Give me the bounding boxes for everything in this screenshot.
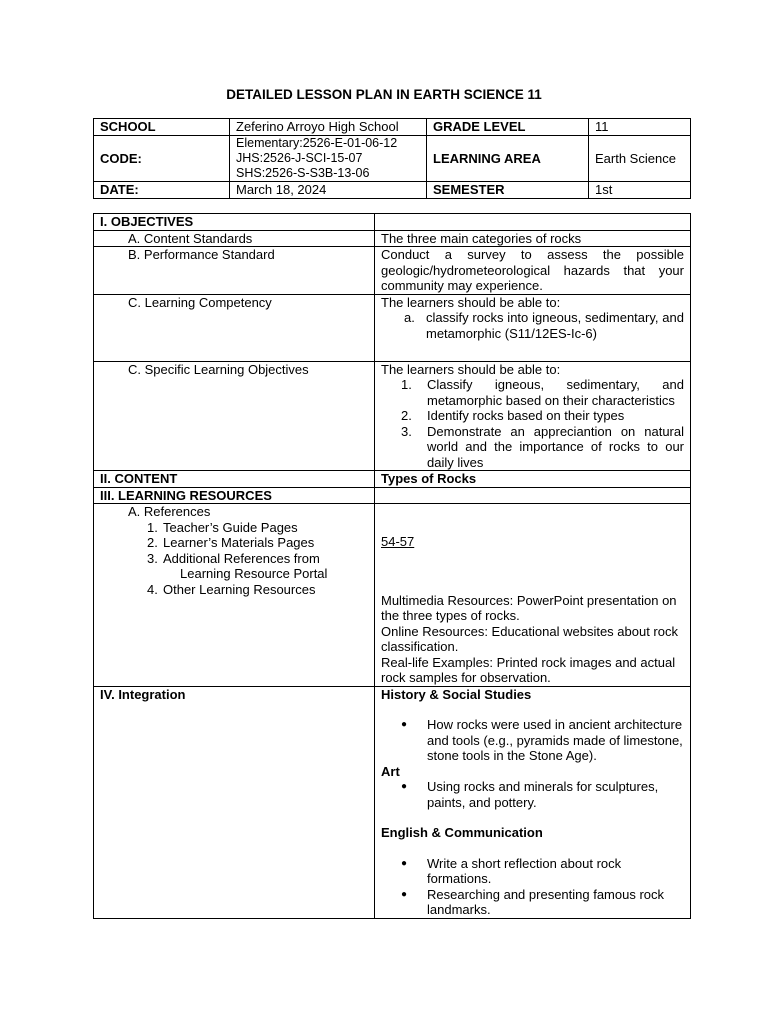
code-label: CODE:	[94, 136, 230, 182]
code-line: JHS:2526-J-SCI-15-07	[236, 151, 363, 165]
page-title: DETAILED LESSON PLAN IN EARTH SCIENCE 11	[226, 87, 542, 102]
list-item-continued	[147, 566, 368, 582]
learning-competency-value	[375, 294, 691, 361]
lm-pages-value: 54-57	[381, 534, 415, 549]
list-item	[401, 424, 684, 471]
history-list	[401, 717, 684, 764]
list-item	[401, 887, 684, 918]
content-standards-label: A. Content Standards	[94, 230, 375, 247]
code-line: SHS:2526-S-S3B-13-06	[236, 166, 370, 180]
list-item	[404, 310, 684, 341]
specific-objectives-label: C. Specific Learning Objectives	[94, 361, 375, 471]
learning-area-value: Earth Science	[589, 136, 691, 182]
competency-list	[404, 310, 684, 341]
list-text: Learning Resource Portal	[180, 566, 328, 581]
references-label: A. References	[128, 504, 211, 519]
school-label: SCHOOL	[94, 119, 230, 136]
integration-values	[375, 686, 691, 918]
references-values	[375, 504, 691, 687]
list-item	[401, 717, 684, 764]
list-marker: 2.	[401, 408, 412, 423]
header-table	[93, 118, 691, 199]
other-resource-line: Real-life Examples: Printed rock images and actual rock samples for observation.	[381, 654, 676, 685]
performance-standard-value: Conduct a survey to assess the possible geologic/hydrometeorological hazards that your community may experience.	[375, 247, 691, 295]
art-heading: Art	[381, 763, 400, 779]
lesson-plan-table	[93, 213, 691, 919]
grade-level-value: 11	[589, 119, 691, 136]
other-resource-line: Multimedia Resources: PowerPoint presentation on the three types of rocks.	[381, 592, 677, 623]
list-text: Using rocks and minerals for sculptures, paints, and pottery.	[427, 779, 659, 810]
content-heading: II. CONTENT	[94, 471, 375, 488]
date-value: March 18, 2024	[230, 182, 427, 199]
learning-resources-heading: III. LEARNING RESOURCES	[94, 487, 375, 504]
list-text: Additional References from	[163, 550, 320, 566]
content-value: Types of Rocks	[375, 471, 691, 488]
list-marker: 4.	[147, 581, 158, 597]
list-text: Identify rocks based on their types	[427, 408, 625, 423]
semester-label: SEMESTER	[427, 182, 589, 199]
bullet-icon: ●	[401, 888, 408, 900]
list-marker: 1.	[401, 377, 412, 392]
list-text: Write a short reflection about rock formations.	[427, 855, 622, 886]
references-cell	[94, 504, 375, 687]
list-item	[401, 779, 684, 810]
code-line: Elementary:2526-E-01-06-12	[236, 136, 398, 150]
list-marker: 2.	[147, 535, 158, 550]
list-item	[147, 535, 368, 551]
list-text: Other Learning Resources	[163, 581, 316, 597]
list-marker: 3.	[401, 423, 412, 439]
specific-objectives-value	[375, 361, 691, 471]
list-text: Learner’s Materials Pages	[163, 535, 315, 550]
list-marker: 1.	[147, 519, 158, 535]
integration-heading: IV. Integration	[94, 686, 375, 918]
list-item	[401, 408, 684, 424]
list-marker: a.	[404, 310, 415, 325]
semester-value: 1st	[589, 182, 691, 199]
other-resource-line: Online Resources: Educational websites about rock classification.	[381, 623, 678, 654]
learning-area-label: LEARNING AREA	[427, 136, 589, 182]
list-item	[147, 582, 368, 598]
art-list	[401, 779, 684, 810]
english-heading: English & Communication	[381, 825, 543, 840]
list-text: Teacher’s Guide Pages	[163, 519, 298, 535]
list-text: How rocks were used in ancient architecture and tools (e.g., pyramids made of limestone, stone tools in the Stone Age).	[427, 717, 683, 763]
list-marker: 3.	[147, 550, 158, 566]
date-label: DATE:	[94, 182, 230, 199]
performance-standard-label: B. Performance Standard	[94, 247, 375, 295]
list-text: Classify igneous, sedimentary, and metamorphic based on their characteristics	[427, 377, 684, 408]
grade-level-label: GRADE LEVEL	[427, 119, 589, 136]
list-item	[147, 551, 368, 567]
list-item	[147, 520, 368, 536]
specific-intro: The learners should be able to:	[381, 361, 561, 377]
learning-resources-empty	[375, 487, 691, 504]
bullet-icon: ●	[401, 719, 408, 730]
specific-objectives-list	[401, 377, 684, 470]
objectives-heading: I. OBJECTIVES	[94, 214, 375, 231]
list-text: Researching and presenting famous rock landmarks.	[427, 886, 665, 917]
bullet-icon: ●	[401, 857, 408, 869]
bullet-icon: ●	[401, 781, 408, 792]
list-item	[401, 377, 684, 408]
learning-competency-label: C. Learning Competency	[94, 294, 375, 361]
english-list	[401, 856, 684, 918]
history-heading: History & Social Studies	[381, 686, 532, 702]
code-value	[230, 136, 427, 182]
list-item	[401, 856, 684, 887]
competency-intro: The learners should be able to:	[381, 294, 561, 310]
objectives-heading-empty	[375, 214, 691, 231]
list-text: Demonstrate an appreciantion on natural world and the importance of rocks to our daily lives	[427, 423, 684, 470]
school-value: Zeferino Arroyo High School	[230, 119, 427, 136]
list-text: classify rocks into igneous, sedimentary, and metamorphic (S11/12ES-Ic-6)	[426, 310, 684, 341]
references-list	[147, 520, 368, 598]
content-standards-value: The three main categories of rocks	[375, 230, 691, 247]
